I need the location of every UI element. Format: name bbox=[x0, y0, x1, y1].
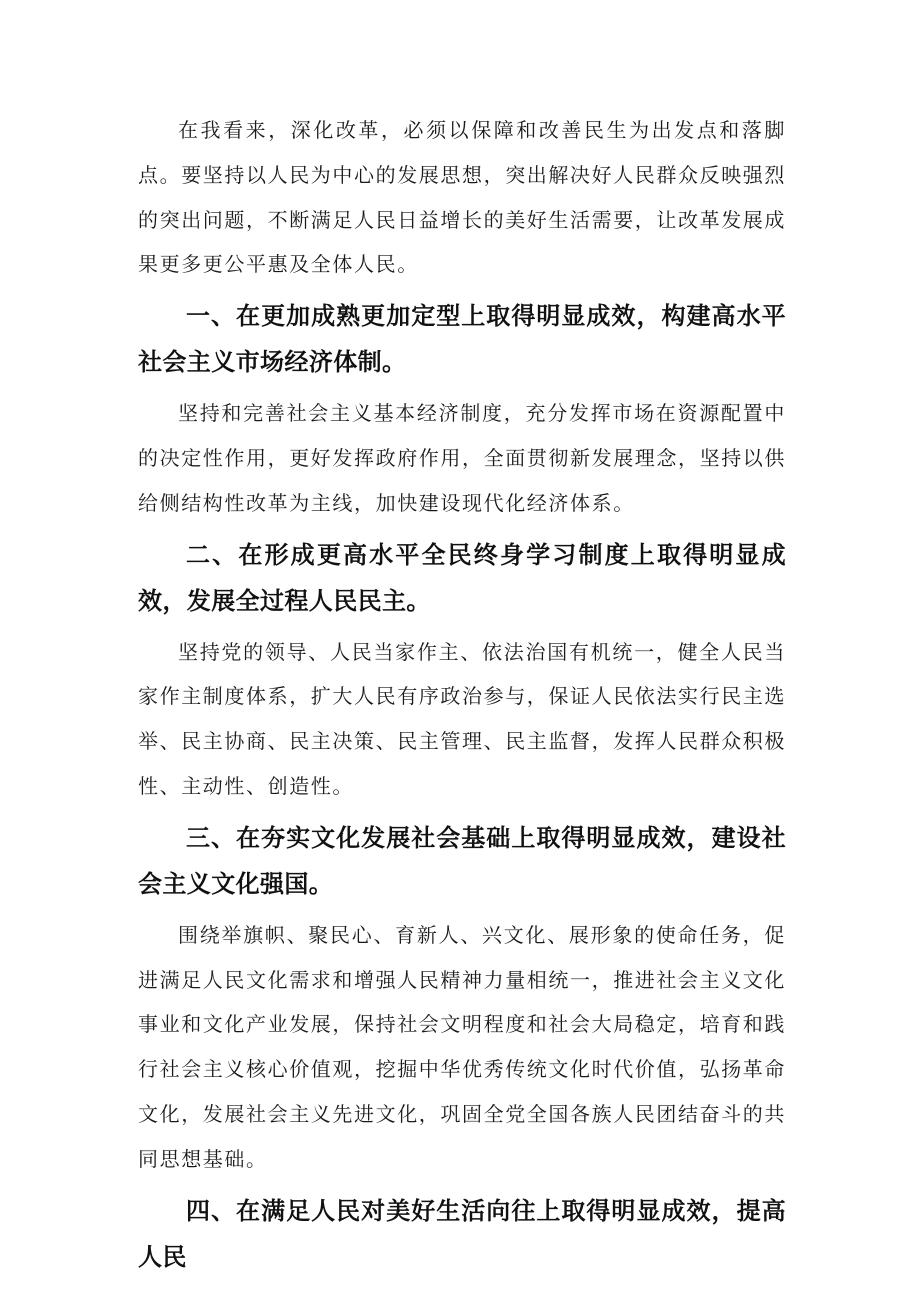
section-heading-4: 四、在满足人民对美好生活向往上取得明显成效，提高人民 bbox=[138, 1196, 786, 1271]
section-paragraph-3: 围绕举旗帜、聚民心、育新人、兴文化、展形象的使命任务，促进满足人民文化需求和增强人民精神力量相统一，推进社会主义文化事业和文化产业发展，保持社会文明程度和社会大局稳定，培育和践行社会主义核心价值观，挖掘中华优秀传统文化时代价值，弘扬革命文化，发展社会主义先进文化，巩固全党全国各族人民团结奋斗的共同思想基础。 bbox=[138, 922, 786, 1171]
section-heading-2: 二、在形成更高水平全民终身学习制度上取得明显成效，发展全过程人民民主。 bbox=[138, 540, 786, 615]
section-heading-3: 三、在夯实文化发展社会基础上取得明显成效，建设社会主义文化强国。 bbox=[138, 823, 786, 898]
section-paragraph-2: 坚持党的领导、人民当家作主、依法治国有机统一，健全人民当家作主制度体系，扩大人民有序政治参与，保证人民依法实行民主选举、民主协商、民主决策、民主管理、民主监督，发挥人民群众积极性、主动性、创造性。 bbox=[138, 639, 786, 798]
document-body bbox=[138, 108, 786, 1280]
section-heading-1: 一、在更加成熟更加定型上取得明显成效，构建高水平社会主义市场经济体制。 bbox=[138, 302, 786, 377]
section-paragraph-1: 坚持和完善社会主义基本经济制度，充分发挥市场在资源配置中的决定性作用，更好发挥政府作用，全面贯彻新发展理念，坚持以供给侧结构性改革为主线，加快建设现代化经济体系。 bbox=[138, 401, 786, 515]
intro-paragraph: 在我看来，深化改革，必须以保障和改善民生为出发点和落脚点。要坚持以人民为中心的发展思想，突出解决好人民群众反映强烈的突出问题，不断满足人民日益增长的美好生活需要，让改革发展成果更多更公平惠及全体人民。 bbox=[138, 118, 786, 277]
